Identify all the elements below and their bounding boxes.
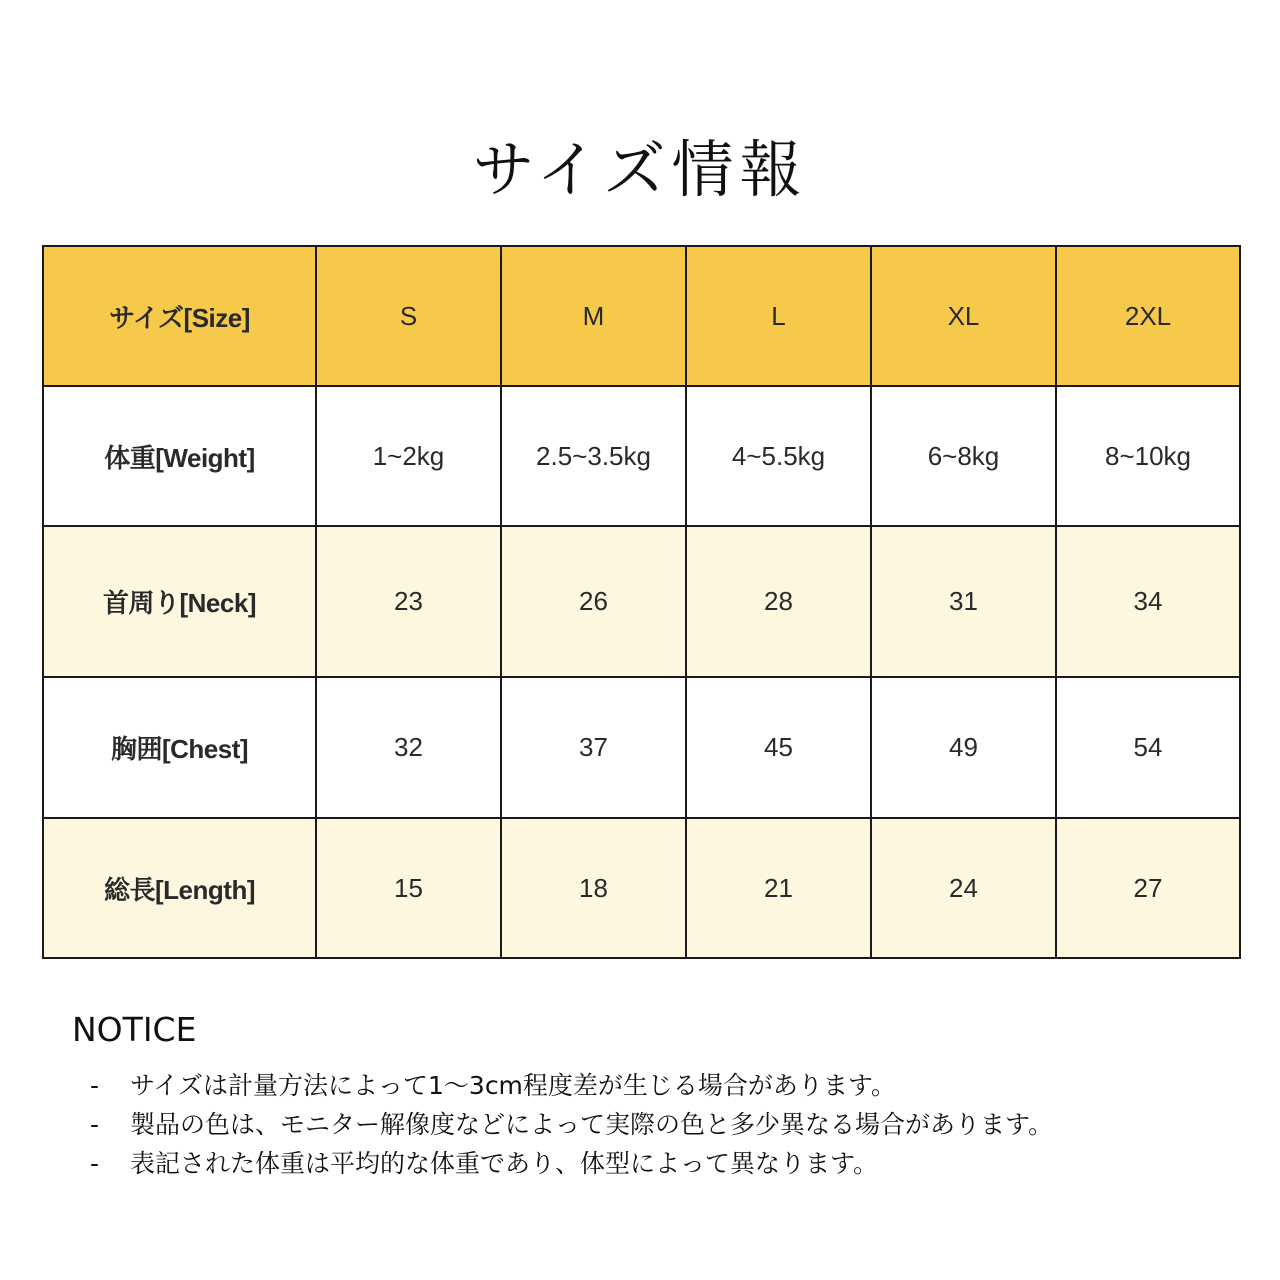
size-table (42, 245, 1241, 959)
table-cell: 23 (316, 526, 501, 677)
table-row-neck (43, 526, 1240, 677)
table-cell: 18 (501, 818, 686, 958)
table-cell: 24 (871, 818, 1056, 958)
table-cell: 27 (1056, 818, 1240, 958)
header-cell-s: S (316, 246, 501, 386)
table-row-weight (43, 386, 1240, 526)
list-item (90, 1066, 1260, 1105)
table-cell: 21 (686, 818, 871, 958)
table-cell: 45 (686, 677, 871, 818)
row-label-neck: 首周り[Neck] (43, 526, 316, 677)
header-cell-2xl: 2XL (1056, 246, 1240, 386)
notice-list (90, 1066, 1260, 1183)
table-cell: 31 (871, 526, 1056, 677)
table-cell: 37 (501, 677, 686, 818)
bullet-dash: - (90, 1110, 100, 1139)
table-cell: 28 (686, 526, 871, 677)
row-label-weight: 体重[Weight] (43, 386, 316, 526)
notice-text: 製品の色は、モニター解像度などによって実際の色と多少異なる場合があります。 (130, 1110, 1054, 1139)
bullet-dash: - (90, 1149, 100, 1178)
table-cell: 26 (501, 526, 686, 677)
page-title: サイズ情報 (472, 133, 808, 206)
row-label-chest: 胸囲[Chest] (43, 677, 316, 818)
notice-text: サイズは計量方法によって1〜3cm程度差が生じる場合があります。 (130, 1071, 896, 1100)
notice-text: 表記された体重は平均的な体重であり、体型によって異なります。 (130, 1149, 879, 1178)
row-label-length: 総長[Length] (43, 818, 316, 958)
header-cell-xl: XL (871, 246, 1056, 386)
table-row-length (43, 818, 1240, 958)
header-cell-l: L (686, 246, 871, 386)
table-cell: 2.5~3.5kg (501, 386, 686, 526)
table-row-chest (43, 677, 1240, 818)
header-cell-m: M (501, 246, 686, 386)
table-cell: 49 (871, 677, 1056, 818)
bullet-dash: - (90, 1071, 100, 1100)
table-cell: 4~5.5kg (686, 386, 871, 526)
table-cell: 6~8kg (871, 386, 1056, 526)
table-cell: 1~2kg (316, 386, 501, 526)
list-item (90, 1105, 1260, 1144)
list-item (90, 1144, 1260, 1183)
table-cell: 15 (316, 818, 501, 958)
table-cell: 32 (316, 677, 501, 818)
header-cell-size: サイズ[Size] (43, 246, 316, 386)
table-header-row (43, 246, 1240, 386)
table-cell: 34 (1056, 526, 1240, 677)
notice-title: NOTICE (72, 1010, 197, 1049)
table-cell: 54 (1056, 677, 1240, 818)
table-cell: 8~10kg (1056, 386, 1240, 526)
